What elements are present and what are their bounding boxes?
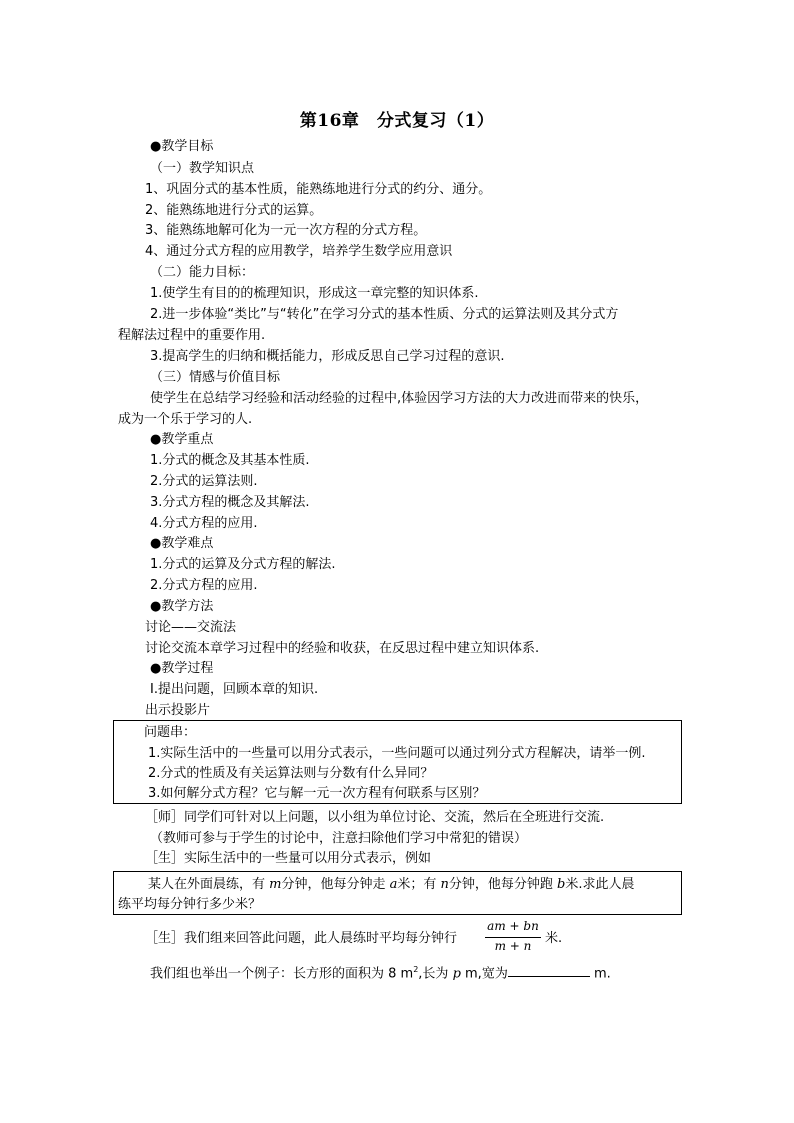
var-b: b <box>557 877 566 892</box>
fraction-bar <box>485 937 541 938</box>
knowledge-item-2: 2、能熟练地进行分式的运算。 <box>145 203 323 218</box>
knowledge-item-4: 4、通过分式方程的应用教学，培养学生数学应用意识 <box>145 244 453 259</box>
difficulty-item-1: 1.分式的运算及分式方程的解法. <box>150 557 336 572</box>
question-1: 1.实际生活中的一些量可以用分式表示，一些问题可以通过列分式方程解决，请举一例. <box>148 746 646 761</box>
student-line-2: ［生］我们组来回答此问题，此人晨练时平均每分钟行 <box>145 931 458 946</box>
key-item-3: 3.分式方程的概念及其解法. <box>150 495 310 510</box>
fraction-numerator: am + bn <box>487 919 539 933</box>
last-line: 我们组也举出一个例子：长方形的面积为 8 $m^2$,长为 p m,宽为 m. <box>150 965 611 982</box>
emotion-heading: （三）情感与价值目标 <box>150 370 281 385</box>
student-line-1: ［生］实际生活中的一些量可以用分式表示，例如 <box>145 851 432 866</box>
key-item-1: 1.分式的概念及其基本性质. <box>150 453 310 468</box>
teacher-note: （教师可参与于学生的讨论中，注意扫除他们学习中常犯的错误） <box>150 831 528 846</box>
question-series-heading: 问题串： <box>144 725 197 740</box>
key-heading: ●教学重点 <box>150 432 214 447</box>
knowledge-heading: （一）教学知识点 <box>150 161 255 176</box>
ability-item-3: 3.提高学生的归纳和概括能力，形成反思自己学习过程的意识. <box>150 349 505 364</box>
ability-heading: （二）能力目标： <box>150 265 255 280</box>
student-line-2-unit: 米. <box>545 931 563 946</box>
ability-item-2: 2.进一步体验“类比”与“转化”在学习分式的基本性质、分式的运算法则及其分式方 <box>150 307 619 322</box>
process-item-2: 出示投影片 <box>145 703 211 718</box>
ability-item-2-cont: 程解法过程中的重要作用. <box>118 328 266 343</box>
process-heading: ●教学过程 <box>150 661 214 676</box>
fraction-denominator: m + n <box>494 939 532 953</box>
example-line-2: 练平均每分钟行多少米？ <box>118 897 262 912</box>
var-m: m <box>269 877 282 892</box>
question-series-box <box>113 720 682 804</box>
ability-item-1: 1.使学生有目的的梳理知识，形成这一章完整的知识体系. <box>150 286 479 301</box>
goal-heading: ●教学目标 <box>150 139 214 154</box>
key-item-4: 4.分式方程的应用. <box>150 516 258 531</box>
knowledge-item-1: 1、巩固分式的基本性质，能熟练地进行分式的约分、通分。 <box>145 182 492 197</box>
var-n: n <box>440 877 449 892</box>
question-3: 3.如何解分式方程？它与解一元一次方程有何联系与区别？ <box>148 786 486 801</box>
key-item-2: 2.分式的运算法则. <box>150 474 258 489</box>
question-2: 2.分式的性质及有关运算法则与分数有什么异同？ <box>148 766 434 781</box>
example-line-1: 某人在外面晨练，有 m分钟，他每分钟走 a米；有 n分钟，他每分钟跑 b米.求此人晨 <box>148 877 635 892</box>
example-box <box>113 871 682 915</box>
difficulty-heading: ●教学难点 <box>150 536 214 551</box>
knowledge-item-3: 3、能熟练地解可化为一元一次方程的分式方程。 <box>145 223 427 238</box>
page-title: 第16章 分式复习（1） <box>299 111 495 131</box>
emotion-item-1: 使学生在总结学习经验和活动经验的过程中,体验因学习方法的大力改进而带来的快乐， <box>150 391 649 406</box>
fraction-expression <box>483 917 543 957</box>
process-item-1: Ⅰ.提出问题，回顾本章的知识. <box>150 682 319 697</box>
emotion-item-1-cont: 成为一个乐于学习的人. <box>118 412 253 427</box>
var-a: a <box>389 877 398 892</box>
method-heading: ●教学方法 <box>150 599 214 614</box>
method-item-2: 讨论交流本章学习过程中的经验和收获，在反思过程中建立知识体系. <box>145 641 540 656</box>
teacher-line: ［师］同学们可针对以上问题，以小组为单位讨论、交流，然后在全班进行交流. <box>145 810 605 825</box>
difficulty-item-2: 2.分式方程的应用. <box>150 578 258 593</box>
width-blank <box>508 964 590 977</box>
method-item-1: 讨论——交流法 <box>145 620 237 635</box>
